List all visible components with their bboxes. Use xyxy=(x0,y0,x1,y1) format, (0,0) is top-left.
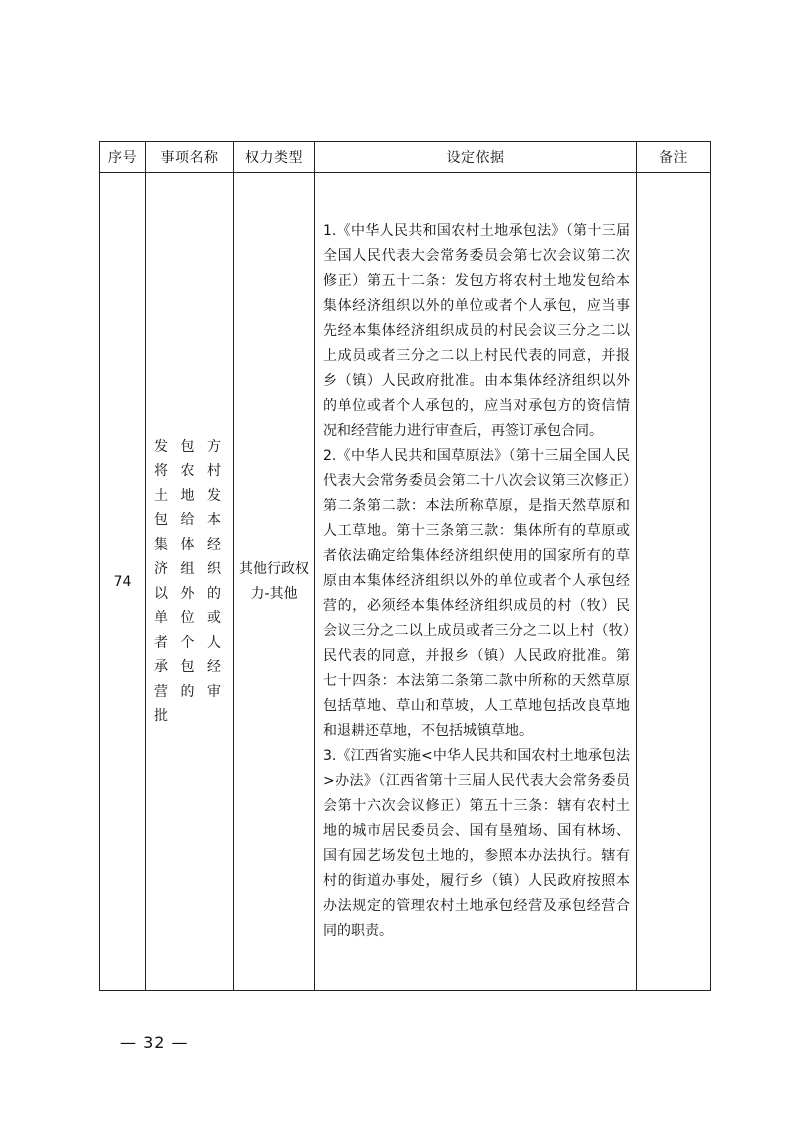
cell-seq: 74 xyxy=(100,173,146,991)
basis-paragraph-3: 3.《江西省实施<中华人民共和国农村土地承包法>办法》（江西省第十三届人民代表大会常务委员会第十六次会议修正）第五十三条：辖有农村土地的城市居民委员会、国有垦殖场、国有林场、国有园艺场发包土地的，参照本办法执行。辖有村的街道办事处，履行乡（镇）人民政府按照本办法规定的管理农村土地承包经营及承包经营合同的职责。 xyxy=(323,748,630,939)
header-power-type: 权力类型 xyxy=(234,142,315,173)
table-row xyxy=(100,173,711,991)
header-legal-basis: 设定依据 xyxy=(315,142,637,173)
cell-item-name: 发包方将农村土地发包给本集体经济组织以外的单位或者个人承包经营的审批 xyxy=(146,173,234,991)
page-number: — 32 — xyxy=(120,1033,189,1052)
cell-remark xyxy=(637,173,711,991)
header-remark: 备注 xyxy=(637,142,711,173)
table-header-row xyxy=(100,142,711,173)
header-item-name: 事项名称 xyxy=(146,142,234,173)
header-seq: 序号 xyxy=(100,142,146,173)
approval-items-table xyxy=(99,141,711,991)
basis-paragraph-2: 2.《中华人民共和国草原法》（第十三届全国人民代表大会常务委员会第二十八次会议第三次修正）第二条第二款：本法所称草原，是指天然草原和人工草地。第十三条第三款：集体所有的草原或者依法确定给集体经济组织使用的国家所有的草原由本集体经济组织以外的单位或者个人承包经营的，必须经本集体经济组织成员的村（牧）民会议三分之二以上成员或者三分之二以上村（牧）民代表的同意，并报乡（镇）人民政府批准。第七十四条：本法第二条第二款中所称的天然草原包括草地、草山和草坡，人工草地包括改良草地和退耕还草地，不包括城镇草地。 xyxy=(323,448,630,739)
cell-power-type: 其他行政权力-其他 xyxy=(234,173,315,991)
cell-legal-basis xyxy=(315,173,637,991)
basis-paragraph-1: 1.《中华人民共和国农村土地承包法》（第十三届全国人民代表大会常务委员会第七次会议第二次修正）第五十二条：发包方将农村土地发包给本集体经济组织以外的单位或者个人承包，应当事先经本集体经济组织成员的村民会议三分之二以上成员或者三分之二以上村民代表的同意，并报乡（镇）人民政府批准。由本集体经济组织以外的单位或者个人承包的，应当对承包方的资信情况和经营能力进行审查后，再签订承包合同。 xyxy=(323,223,630,439)
